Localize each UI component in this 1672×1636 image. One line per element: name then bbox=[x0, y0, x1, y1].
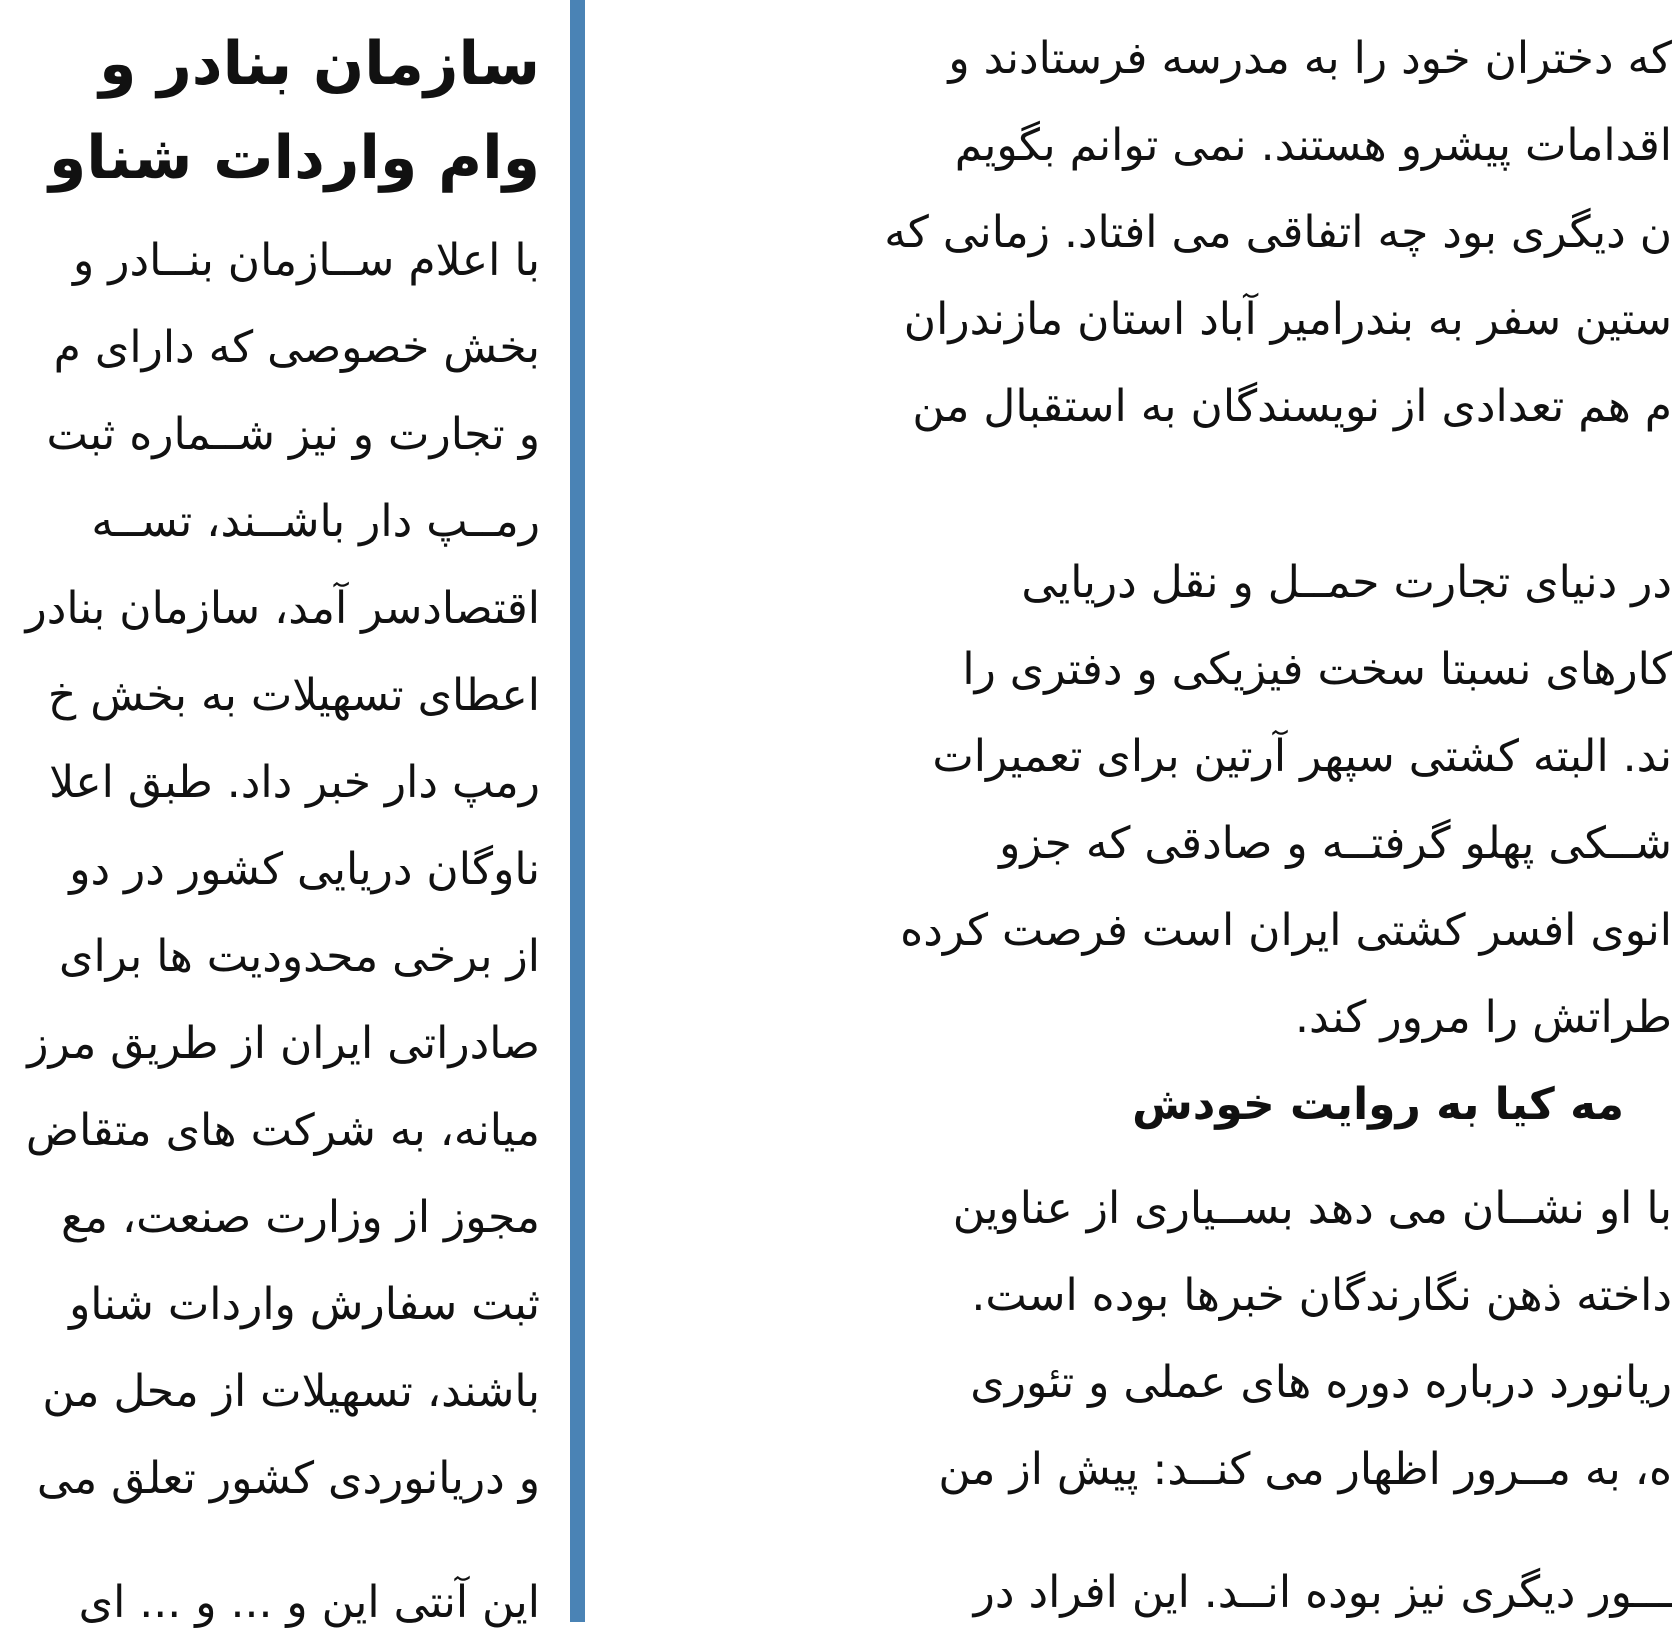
headline-line-2: وام واردات شناو bbox=[49, 123, 540, 193]
left-article-column bbox=[0, 0, 540, 1628]
right-body-line: با او نشــان می دهد بســیاری از عناوین bbox=[952, 1183, 1672, 1234]
right-body-line: ریانورد درباره دوره های عملی و تئوری bbox=[970, 1357, 1672, 1408]
left-body-line: ناوگان دریایی کشور در دو bbox=[69, 844, 540, 895]
left-body-line: بخش خصوصی که دارای م bbox=[53, 322, 540, 373]
right-body-line: که دختران خود را به مدرسه فرستادند و bbox=[948, 33, 1672, 84]
right-body-line: انوی افسر کشتی ایران است فرصت کرده bbox=[900, 905, 1672, 956]
section-subheading: مه کیا به روایت خودش bbox=[1132, 1079, 1624, 1130]
column-divider bbox=[570, 0, 585, 1622]
left-body-line: مجوز از وزارت صنعت، مع bbox=[60, 1192, 540, 1243]
right-body-line: کارهای نسبتا سخت فیزیکی و دفتری را bbox=[962, 644, 1672, 695]
right-body-line: اقدامات پیشرو هستند. نمی توانم بگویم bbox=[954, 120, 1672, 171]
left-body-line: این آنتی این و ... و ... ای bbox=[78, 1577, 540, 1628]
left-body-line: اقتصادسر آمد، سازمان بنادر bbox=[25, 583, 540, 634]
left-body-line: رمپ دار خبر داد. طبق اعلا bbox=[49, 757, 540, 808]
left-body-line: ثبت سفارش واردات شناو bbox=[69, 1279, 540, 1330]
right-body-line: طراتش را مرور کند. bbox=[1295, 992, 1672, 1043]
right-body-line: ن دیگری بود چه اتفاقی می افتاد. زمانی که bbox=[884, 207, 1672, 258]
left-body-line: باشند، تسهیلات از محل من bbox=[42, 1366, 540, 1417]
right-body-line: داخته ذهن نگارندگان خبرها بوده است. bbox=[971, 1270, 1672, 1321]
left-body-line: با اعلام ســازمان بنــادر و bbox=[73, 235, 540, 286]
headline-line-1: سازمان بنادر و bbox=[99, 29, 540, 99]
right-body-line: شــکی پهلو گرفتــه و صادقی که جزو bbox=[999, 818, 1672, 869]
right-article-column bbox=[672, 0, 1672, 1622]
left-body-line: صادراتی ایران از طریق مرز bbox=[27, 1018, 540, 1069]
right-body-line: ند. البته کشتی سپهر آرتین برای تعمیرات bbox=[932, 731, 1672, 782]
right-body-line: ستین سفر به بندرامیر آباد استان مازندران bbox=[903, 294, 1672, 345]
right-body-line: ه، به مــرور اظهار می کنــد: پیش از من bbox=[938, 1444, 1672, 1495]
left-body-line: میانه، به شرکت های متقاض bbox=[25, 1105, 540, 1156]
left-body-line: رمــپ دار باشــند، تســه bbox=[91, 496, 540, 547]
left-body-line: و دریانوردی کشور تعلق می bbox=[36, 1453, 540, 1504]
left-body-line: و تجارت و نیز شــماره ثبت bbox=[46, 409, 540, 460]
right-body-line: ـــور دیگری نیز بوده انــد. این افراد در bbox=[973, 1567, 1672, 1618]
right-body-line: در دنیای تجارت حمــل و نقل دریایی bbox=[1021, 557, 1672, 608]
left-body-line: از برخی محدودیت ها برای bbox=[59, 931, 540, 982]
right-body-line: م هم تعدادی از نویسندگان به استقبال من bbox=[912, 381, 1672, 432]
left-body-line: اعطای تسهیلات به بخش خ bbox=[47, 670, 540, 721]
